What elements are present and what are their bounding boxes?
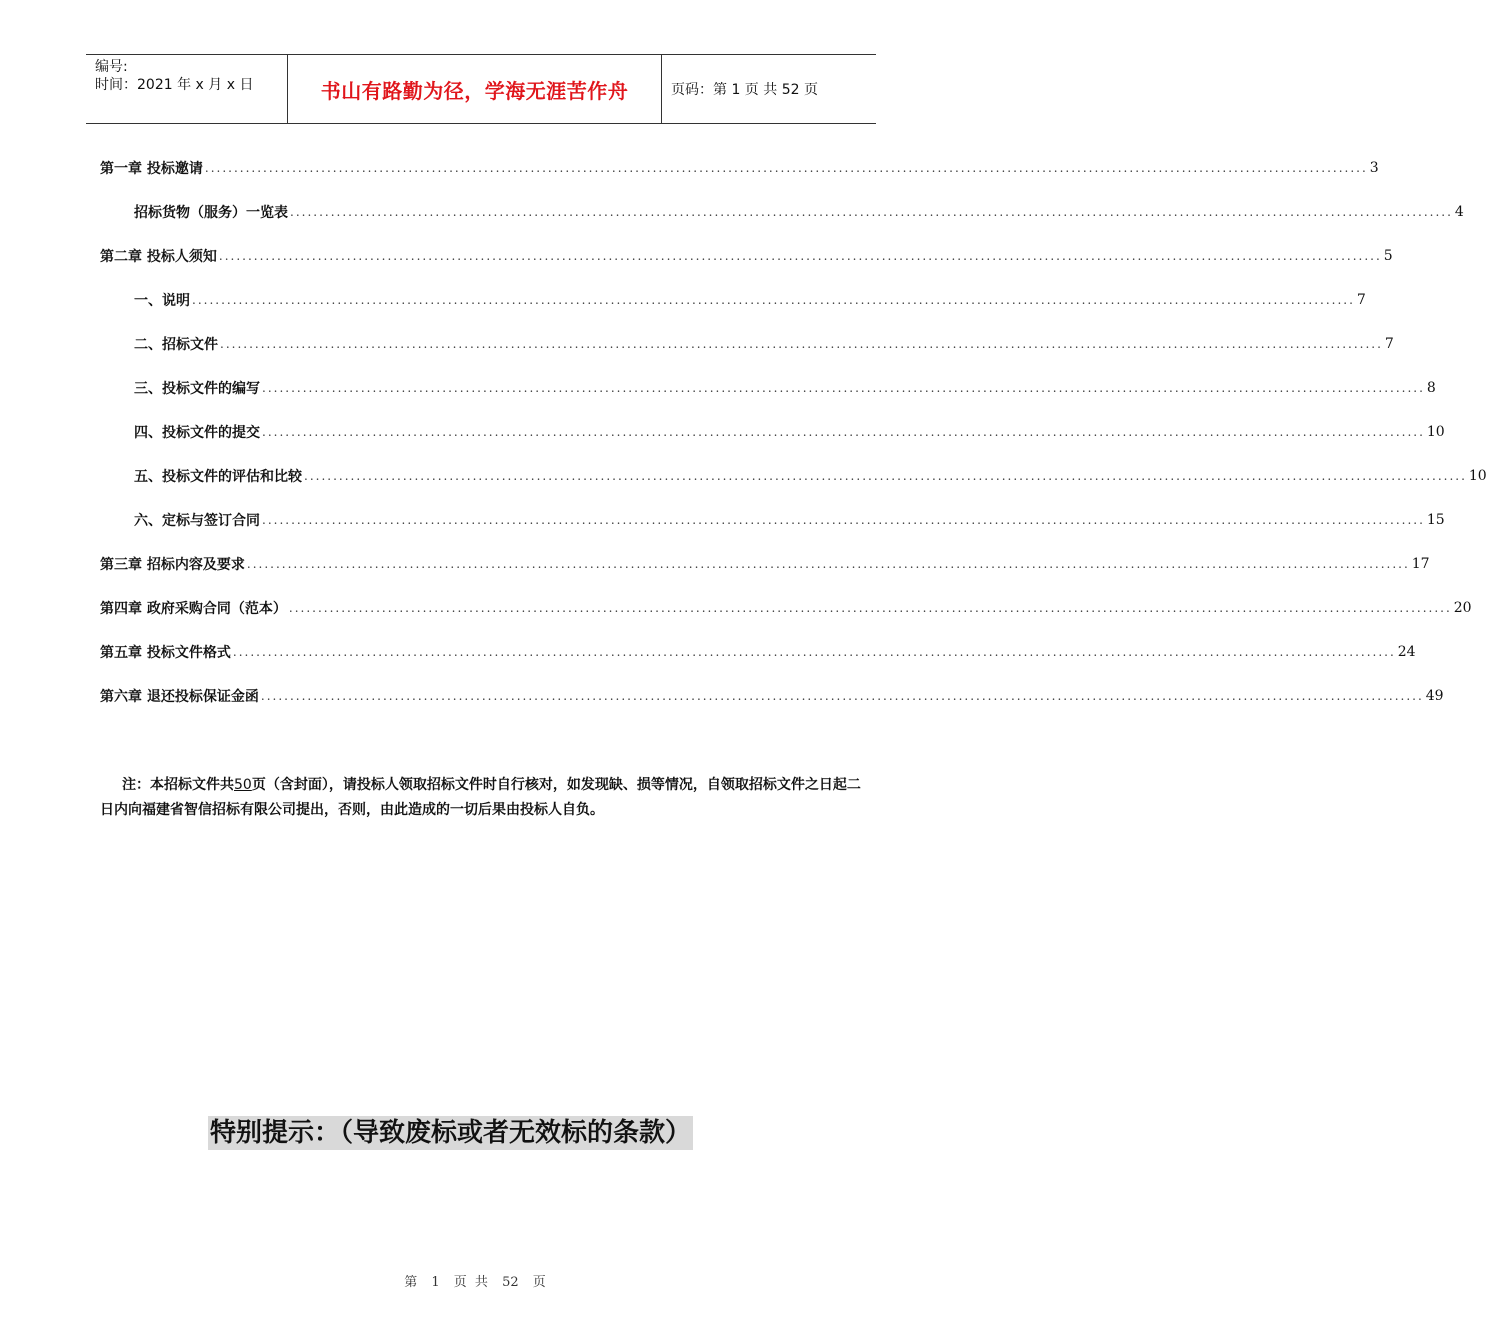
toc-leader: ........................................................................................................................................................................................................ [218, 249, 1382, 263]
toc-entry-page: 4 [1454, 204, 1464, 220]
toc-entry-page: 3 [1369, 160, 1379, 176]
toc-leader: ........................................................................................................................................................................................................ [192, 293, 1355, 307]
footer-text-suffix: 页 [532, 1275, 546, 1290]
toc-entry-page: 24 [1397, 644, 1416, 660]
toc-entry-label: 招标货物（服务）一览表 [134, 205, 288, 221]
toc-entry[interactable] [100, 454, 1487, 498]
toc-entry-page: 20 [1453, 600, 1472, 616]
toc-entry[interactable] [100, 234, 1393, 278]
note-suffix: 页（含封面），请投标人领取招标文件时自行核对，如发现缺、损等情况，自领取招标文件之日起二日内向福建省智信招标有限公司提出，否则，由此造成的一切后果由投标人自负。 [100, 777, 861, 818]
toc-entry-label: 第五章 投标文件格式 [100, 645, 231, 661]
toc-entry[interactable] [100, 498, 1445, 542]
document-number-label: 编号: [95, 59, 128, 75]
toc-entry[interactable] [100, 586, 1472, 630]
toc-entry[interactable] [100, 410, 1445, 454]
document-header [86, 54, 876, 124]
toc-entry-label: 三、投标文件的编写 [134, 381, 260, 397]
toc-entry[interactable] [100, 190, 1464, 234]
toc-entry-page: 10 [1468, 468, 1487, 484]
toc-entry-label: 六、定标与签订合同 [134, 513, 260, 529]
toc-entry[interactable] [100, 146, 1379, 190]
toc-entry-label: 四、投标文件的提交 [134, 425, 260, 441]
toc-entry-label: 第六章 退还投标保证金函 [100, 689, 259, 705]
toc-entry[interactable] [100, 278, 1366, 322]
toc-entry-label: 第二章 投标人须知 [100, 249, 217, 265]
page-footer [0, 1271, 950, 1290]
toc-entry-page: 49 [1425, 688, 1444, 704]
note-page-count: 50 [234, 777, 252, 793]
header-meta-cell [86, 55, 288, 123]
toc-entry-label: 五、投标文件的评估和比较 [134, 469, 302, 485]
toc-entry-label: 一、说明 [134, 293, 190, 309]
toc-entry-label: 第三章 招标内容及要求 [100, 557, 245, 573]
toc-leader: ........................................................................................................................................................................................................ [288, 601, 1452, 615]
header-page-info: 页码：第 1 页 共 52 页 [671, 82, 818, 98]
toc-leader: ........................................................................................................................................................................................................ [220, 337, 1383, 351]
footer-total-pages: 52 [502, 1275, 519, 1290]
toc-entry-page: 10 [1426, 424, 1445, 440]
footer-text-middle: 页 共 [453, 1275, 488, 1290]
header-motto: 书山有路勤为径，学海无涯苦作舟 [320, 78, 629, 103]
toc-entry[interactable] [100, 366, 1436, 410]
toc-entry-label: 二、招标文件 [134, 337, 218, 353]
footer-current-page: 1 [431, 1275, 440, 1290]
toc-entry[interactable] [100, 542, 1430, 586]
header-page-cell [662, 55, 876, 123]
toc-leader: ........................................................................................................................................................................................................ [262, 381, 1425, 395]
table-of-contents [100, 146, 1487, 718]
toc-leader: ........................................................................................................................................................................................................ [290, 205, 1453, 219]
header-motto-cell [288, 55, 662, 123]
special-tip-block [208, 1116, 693, 1150]
toc-entry[interactable] [100, 322, 1394, 366]
toc-leader: ........................................................................................................................................................................................................ [262, 513, 1425, 527]
toc-entry-label: 第四章 政府采购合同（范本） [100, 601, 287, 617]
document-time: 时间：2021 年 x 月 x 日 [95, 77, 254, 93]
special-tip-heading: 特别提示：（导致废标或者无效标的条款） [210, 1118, 692, 1148]
toc-entry-page: 8 [1426, 380, 1436, 396]
document-note [100, 773, 862, 823]
toc-leader: ........................................................................................................................................................................................................ [232, 645, 1396, 659]
toc-leader: ........................................................................................................................................................................................................ [304, 469, 1467, 483]
note-prefix: 注：本招标文件共 [122, 777, 234, 793]
toc-entry-page: 17 [1411, 556, 1430, 572]
toc-entry-page: 7 [1384, 336, 1394, 352]
toc-leader: ........................................................................................................................................................................................................ [262, 425, 1425, 439]
toc-leader: ........................................................................................................................................................................................................ [246, 557, 1410, 571]
toc-leader: ........................................................................................................................................................................................................ [260, 689, 1424, 703]
toc-entry[interactable] [100, 630, 1416, 674]
toc-entry-page: 15 [1426, 512, 1445, 528]
toc-entry-label: 第一章 投标邀请 [100, 161, 203, 177]
toc-entry-page: 7 [1356, 292, 1366, 308]
toc-leader: ........................................................................................................................................................................................................ [204, 161, 1368, 175]
footer-text-prefix: 第 [404, 1275, 418, 1290]
toc-entry[interactable] [100, 674, 1444, 718]
toc-entry-page: 5 [1383, 248, 1393, 264]
